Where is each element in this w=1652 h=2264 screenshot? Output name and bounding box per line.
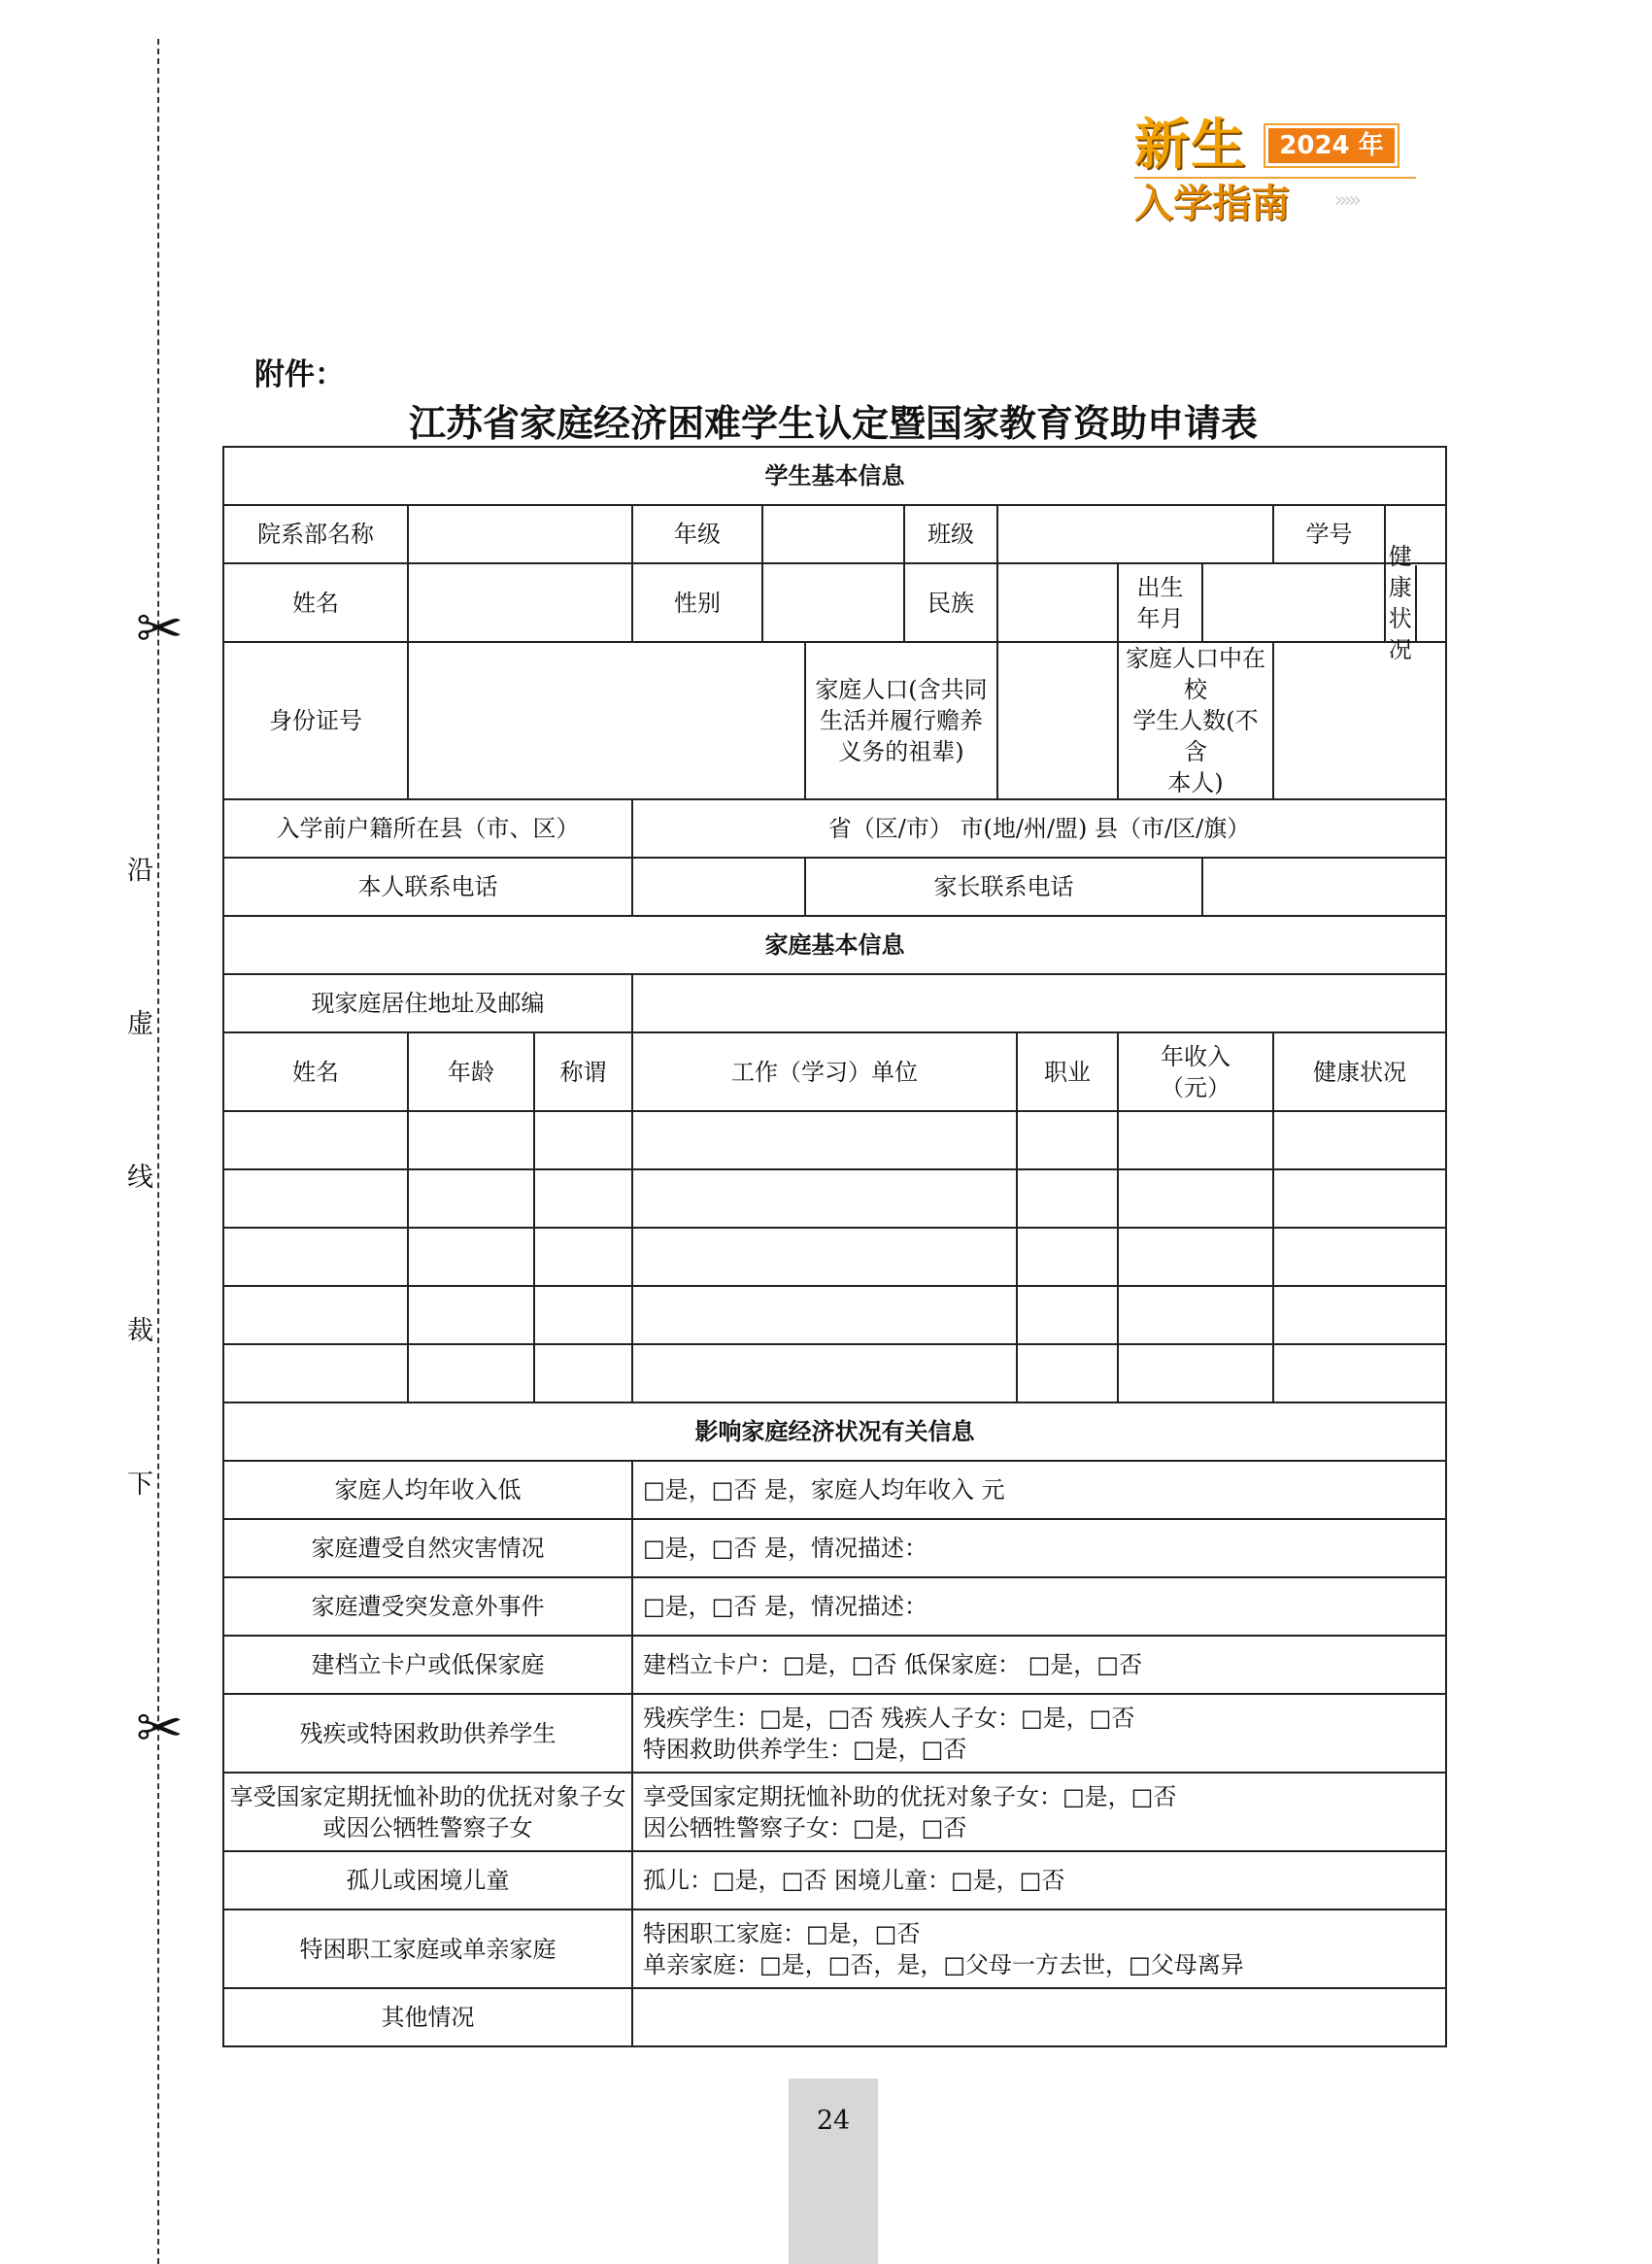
label-students-in-school: 家庭人口中在校 学生人数(不含 本人)	[1118, 642, 1273, 799]
member-health-cell[interactable]	[1273, 1286, 1446, 1344]
field-single-parent[interactable]: 特困职工家庭：□是，□否 单亲家庭：□是，□否，是，□父母一方去世，□父母离异	[632, 1909, 1446, 1988]
member-job-cell[interactable]	[1017, 1344, 1118, 1402]
table-row	[223, 1169, 1446, 1228]
field-birth-date[interactable]	[1202, 563, 1385, 642]
label-single-parent: 特困职工家庭或单亲家庭	[223, 1909, 632, 1988]
label-name: 姓名	[223, 563, 408, 642]
label-accident: 家庭遭受突发意外事件	[223, 1577, 632, 1636]
logo-divider	[1134, 177, 1416, 179]
label-low-income: 家庭人均年收入低	[223, 1461, 632, 1519]
field-hukou[interactable]: 省（区/市） 市(地/州/盟) 县（市/区/旗）	[632, 799, 1446, 858]
member-health-cell[interactable]	[1273, 1111, 1446, 1169]
field-family-size[interactable]	[997, 642, 1118, 799]
field-accident[interactable]: □是，□否 是，情况描述：	[632, 1577, 1446, 1636]
label-department: 院系部名称	[223, 505, 408, 563]
field-students-in-school[interactable]	[1273, 642, 1446, 799]
member-name-cell[interactable]	[223, 1228, 408, 1286]
scissors-icon: ✂	[136, 1695, 184, 1761]
member-job-cell[interactable]	[1017, 1286, 1118, 1344]
label-family-size: 家庭人口(含共同 生活并履行赡养 义务的祖辈)	[805, 642, 997, 799]
section-heading-factors: 影响家庭经济状况有关信息	[223, 1402, 1446, 1461]
field-id-number[interactable]	[408, 642, 805, 799]
col-header-health: 健康状况	[1273, 1032, 1446, 1111]
label-gender: 性别	[632, 563, 762, 642]
field-gender[interactable]	[762, 563, 904, 642]
field-orphan[interactable]: 孤儿：□是，□否 困境儿童：□是，□否	[632, 1851, 1446, 1909]
cut-line-char: 裁	[127, 1316, 153, 1346]
member-job-cell[interactable]	[1017, 1169, 1118, 1228]
member-name-cell[interactable]	[223, 1286, 408, 1344]
field-parent-phone[interactable]	[1202, 858, 1446, 916]
col-header-job: 职业	[1017, 1032, 1118, 1111]
field-martyr-family[interactable]: 享受国家定期抚恤补助的优抚对象子女：□是，□否 因公牺牲警察子女：□是，□否	[632, 1773, 1446, 1851]
logo-year-badge: 2024 年	[1268, 128, 1395, 163]
label-orphan: 孤儿或困境儿童	[223, 1851, 632, 1909]
field-grade[interactable]	[762, 505, 904, 563]
label-disabled: 残疾或特困救助供养学生	[223, 1694, 632, 1773]
member-health-cell[interactable]	[1273, 1169, 1446, 1228]
member-job-cell[interactable]	[1017, 1111, 1118, 1169]
label-home-address: 现家庭居住地址及邮编	[223, 974, 632, 1032]
field-name[interactable]	[408, 563, 632, 642]
member-age-cell[interactable]	[408, 1286, 534, 1344]
attachment-label: 附件：	[254, 357, 345, 392]
label-ethnicity: 民族	[904, 563, 997, 642]
table-row	[223, 1228, 1446, 1286]
member-income-cell[interactable]	[1118, 1228, 1273, 1286]
cut-line-char: 下	[127, 1470, 153, 1500]
field-poverty-file[interactable]: 建档立卡户：□是，□否 低保家庭： □是，□否	[632, 1636, 1446, 1694]
member-age-cell[interactable]	[408, 1169, 534, 1228]
field-home-address[interactable]	[632, 974, 1446, 1032]
member-health-cell[interactable]	[1273, 1344, 1446, 1402]
member-name-cell[interactable]	[223, 1344, 408, 1402]
member-health-cell[interactable]	[1273, 1228, 1446, 1286]
member-name-cell[interactable]	[223, 1169, 408, 1228]
scissors-icon: ✂	[136, 595, 184, 661]
member-name-cell[interactable]	[223, 1111, 408, 1169]
table-row	[223, 1286, 1446, 1344]
label-health: 健康 状况	[1386, 565, 1417, 641]
member-age-cell[interactable]	[408, 1228, 534, 1286]
label-martyr-family: 享受国家定期抚恤补助的优抚对象子女 或因公牺牲警察子女	[223, 1773, 632, 1851]
field-health[interactable]	[1417, 565, 1446, 641]
section-heading-family: 家庭基本信息	[223, 916, 1446, 974]
member-relation-cell[interactable]	[534, 1169, 632, 1228]
label-parent-phone: 家长联系电话	[805, 858, 1202, 916]
field-disabled[interactable]: 残疾学生：□是，□否 残疾人子女：□是，□否 特困救助供养学生：□是，□否	[632, 1694, 1446, 1773]
col-header-income: 年收入 （元）	[1118, 1032, 1273, 1111]
logo-subtitle: 入学指南	[1134, 182, 1290, 226]
label-grade: 年级	[632, 505, 762, 563]
cut-line-char: 线	[127, 1163, 153, 1193]
cut-line	[157, 39, 159, 2264]
label-class: 班级	[904, 505, 997, 563]
member-income-cell[interactable]	[1118, 1286, 1273, 1344]
application-form	[222, 446, 1447, 2047]
cut-line-char: 虚	[127, 1009, 153, 1039]
label-other: 其他情况	[223, 1988, 632, 2046]
label-student-no: 学号	[1273, 505, 1385, 563]
member-employer-cell[interactable]	[632, 1344, 1017, 1402]
member-employer-cell[interactable]	[632, 1286, 1017, 1344]
member-relation-cell[interactable]	[534, 1286, 632, 1344]
field-low-income[interactable]: □是，□否 是，家庭人均年收入 元	[632, 1461, 1446, 1519]
label-poverty-file: 建档立卡户或低保家庭	[223, 1636, 632, 1694]
label-own-phone: 本人联系电话	[223, 858, 632, 916]
field-natural-disaster[interactable]: □是，□否 是，情况描述：	[632, 1519, 1446, 1577]
label-birth-date: 出生 年月	[1118, 563, 1202, 642]
member-employer-cell[interactable]	[632, 1228, 1017, 1286]
member-employer-cell[interactable]	[632, 1111, 1017, 1169]
page-title: 江苏省家庭经济困难学生认定暨国家教育资助申请表	[408, 402, 1258, 445]
chevrons-icon: ›››››	[1334, 188, 1358, 213]
col-header-relation: 称谓	[534, 1032, 632, 1111]
member-job-cell[interactable]	[1017, 1228, 1118, 1286]
section-heading-student: 学生基本信息	[223, 447, 1446, 505]
label-hukou: 入学前户籍所在县（市、区）	[223, 799, 632, 858]
brand-logo	[1134, 115, 1426, 231]
member-age-cell[interactable]	[408, 1111, 534, 1169]
field-own-phone[interactable]	[632, 858, 805, 916]
member-income-cell[interactable]	[1118, 1344, 1273, 1402]
table-row	[223, 1111, 1446, 1169]
field-department[interactable]	[408, 505, 632, 563]
field-ethnicity[interactable]	[997, 563, 1118, 642]
member-income-cell[interactable]	[1118, 1169, 1273, 1228]
member-income-cell[interactable]	[1118, 1111, 1273, 1169]
label-natural-disaster: 家庭遭受自然灾害情况	[223, 1519, 632, 1577]
member-relation-cell[interactable]	[534, 1111, 632, 1169]
col-header-employer: 工作（学习）单位	[632, 1032, 1017, 1111]
logo-title: 新生	[1134, 114, 1247, 177]
member-relation-cell[interactable]	[534, 1344, 632, 1402]
field-other[interactable]	[632, 1988, 1446, 2046]
col-header-age: 年龄	[408, 1032, 534, 1111]
cut-line-char: 沿	[127, 856, 153, 886]
member-age-cell[interactable]	[408, 1344, 534, 1402]
col-header-name: 姓名	[223, 1032, 408, 1111]
field-class[interactable]	[997, 505, 1273, 563]
member-employer-cell[interactable]	[632, 1169, 1017, 1228]
table-row	[223, 1344, 1446, 1402]
label-id-number: 身份证号	[223, 642, 408, 799]
member-relation-cell[interactable]	[534, 1228, 632, 1286]
page-number: 24	[816, 2106, 851, 2136]
